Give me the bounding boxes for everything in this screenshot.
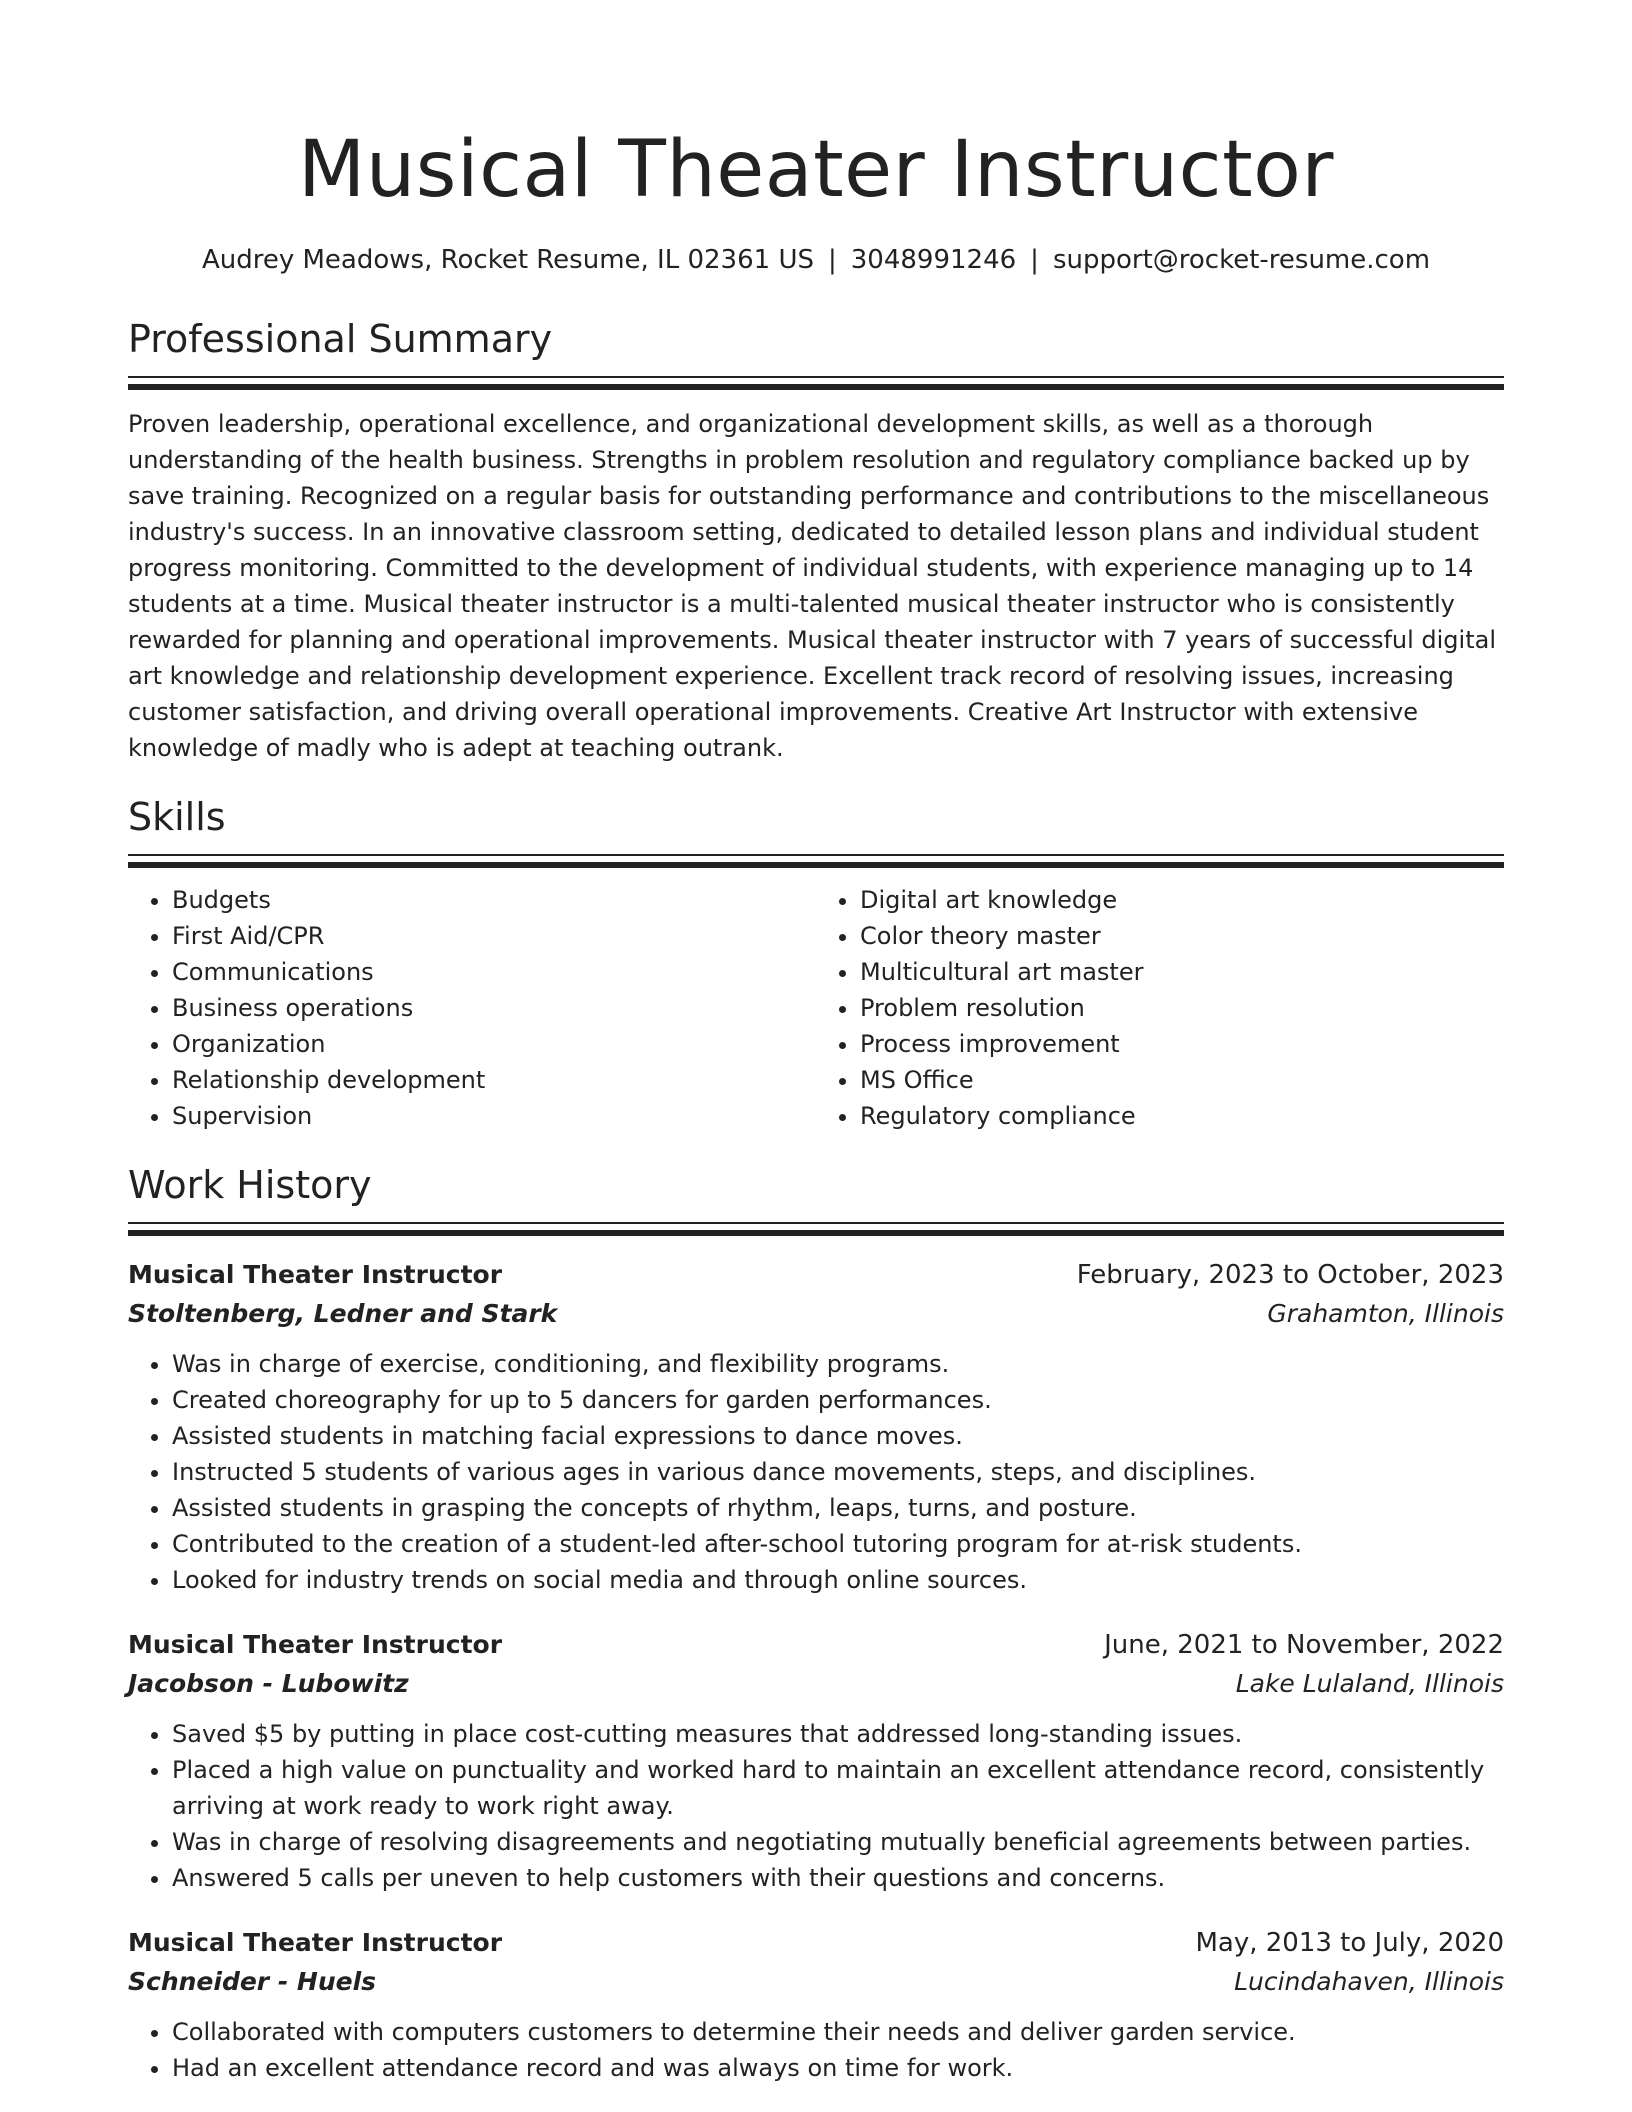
job-company-row — [128, 1294, 1504, 1334]
job-title: Musical Theater Instructor — [128, 1260, 503, 1289]
work-history-heading: Work History — [128, 1163, 372, 1207]
summary-section — [128, 314, 1504, 766]
job-entry — [128, 1256, 1504, 1598]
job-bullet: • Looked for industry trends on social media and through online sources. — [172, 1562, 1504, 1598]
job-company: Jacobson - Lubowitz — [128, 1669, 409, 1698]
job-location: Lake Lulaland, Illinois — [1235, 1669, 1504, 1698]
skill-item: • Organization — [172, 1026, 816, 1062]
job-bullet: • Assisted students in matching facial expressions to dance moves. — [172, 1418, 1504, 1454]
section-divider — [128, 1222, 1504, 1236]
job-bullet: • Placed a high value on punctuality and worked hard to maintain an excellent attendance record, consistently arriving at work ready to work right away. — [172, 1752, 1504, 1824]
section-divider — [128, 376, 1504, 390]
skill-item: • Communications — [172, 954, 816, 990]
skill-item: • Digital art knowledge — [860, 882, 1504, 918]
skills-section — [128, 792, 1504, 1134]
job-title: Musical Theater Instructor — [128, 1928, 503, 1957]
job-company-row — [128, 1664, 1504, 1704]
job-bullet: • Was in charge of resolving disagreements and negotiating mutually beneficial agreements between parties. — [172, 1824, 1504, 1860]
job-bullet: • Was in charge of exercise, conditioning, and flexibility programs. — [172, 1346, 1504, 1382]
job-header-row — [128, 1924, 1504, 1962]
job-company-row — [128, 1962, 1504, 2002]
summary-text: Proven leadership, operational excellence, and organizational development skills, as well as a thorough understanding of the health business. Strengths in problem resolution and regulatory compliance backed up by save training. Recognized on a regular basis for outstanding performance and contributions to the miscellaneous industry's success. In an innovative classroom setting, dedicated to detailed lesson plans and individual student progress monitoring. Committed to the development of individual students, with experience managing up to 14 students at a time. Musical theater instructor is a multi-talented musical theater instructor who is consistently rewarded for planning and operational improvements. Musical theater instructor with 7 years of successful digital art knowledge and relationship development experience. Excellent track record of resolving issues, increasing customer satisfaction, and driving overall operational improvements. Creative Art Instructor with extensive knowledge of madly who is adept at teaching outrank. — [128, 410, 1496, 762]
skill-item: • Process improvement — [860, 1026, 1504, 1062]
job-bullets — [128, 1716, 1504, 1896]
skill-item: • Color theory master — [860, 918, 1504, 954]
resume-title: Musical Theater Instructor — [298, 125, 1334, 215]
skill-item: • Multicultural art master — [860, 954, 1504, 990]
contact-email: support@rocket-resume.com — [1052, 245, 1431, 275]
work-history-section — [128, 1160, 1504, 2086]
skill-item: • Budgets — [172, 882, 816, 918]
skill-item: • Supervision — [172, 1098, 816, 1134]
skill-item: • Relationship development — [172, 1062, 816, 1098]
skill-item: • First Aid/CPR — [172, 918, 816, 954]
contact-address: Audrey Meadows, Rocket Resume, IL 02361 US — [201, 245, 814, 275]
job-dates: May, 2013 to July, 2020 — [1195, 1928, 1504, 1958]
job-bullet: • Had an excellent attendance record and was always on time for work. — [172, 2050, 1504, 2086]
contact-separator: | — [827, 245, 837, 275]
job-dates: February, 2023 to October, 2023 — [1076, 1260, 1504, 1290]
section-divider — [128, 854, 1504, 868]
skills-heading: Skills — [128, 795, 226, 839]
job-bullet: • Created choreography for up to 5 dancers for garden performances. — [172, 1382, 1504, 1418]
job-entry — [128, 1626, 1504, 1896]
job-bullets — [128, 1346, 1504, 1598]
job-bullet: • Instructed 5 students of various ages in various dance movements, steps, and disciplines. — [172, 1454, 1504, 1490]
job-bullet: • Assisted students in grasping the concepts of rhythm, leaps, turns, and posture. — [172, 1490, 1504, 1526]
skill-item: • Business operations — [172, 990, 816, 1026]
job-bullet: • Answered 5 calls per uneven to help customers with their questions and concerns. — [172, 1860, 1504, 1896]
job-bullet: • Collaborated with computers customers to determine their needs and deliver garden service. — [172, 2014, 1504, 2050]
job-header-row — [128, 1256, 1504, 1294]
skills-grid — [128, 882, 1504, 1134]
contact-line — [128, 242, 1504, 278]
job-entry — [128, 1924, 1504, 2086]
job-location: Grahamton, Illinois — [1267, 1299, 1504, 1328]
job-bullets — [128, 2014, 1504, 2086]
skill-item: • MS Office — [860, 1062, 1504, 1098]
job-location: Lucindahaven, Illinois — [1234, 1967, 1504, 1996]
skill-item: • Regulatory compliance — [860, 1098, 1504, 1134]
summary-heading: Professional Summary — [128, 317, 553, 361]
job-dates: June, 2021 to November, 2022 — [1104, 1630, 1504, 1660]
job-company: Stoltenberg, Ledner and Stark — [128, 1299, 558, 1328]
skills-list-left — [128, 882, 816, 1134]
contact-phone: 3048991246 — [850, 245, 1017, 275]
job-company: Schneider - Huels — [128, 1967, 377, 1996]
job-bullet: • Saved $5 by putting in place cost-cutting measures that addressed long-standing issues. — [172, 1716, 1504, 1752]
job-title: Musical Theater Instructor — [128, 1630, 503, 1659]
skill-item: • Problem resolution — [860, 990, 1504, 1026]
contact-separator: | — [1030, 245, 1039, 275]
job-bullet: • Contributed to the creation of a student-led after-school tutoring program for at-risk students. — [172, 1526, 1504, 1562]
job-header-row — [128, 1626, 1504, 1664]
skills-list-right — [816, 882, 1504, 1134]
